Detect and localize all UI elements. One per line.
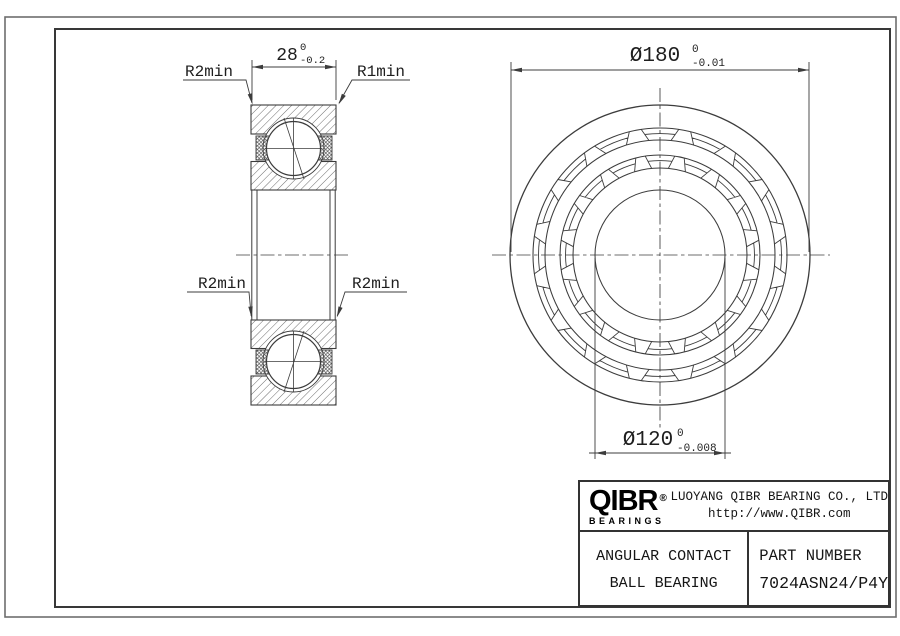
company-url: http://www.QIBR.com: [707, 507, 851, 521]
company-info: [670, 489, 888, 523]
title-block-header-row: [580, 482, 888, 532]
product-type-line1: ANGULAR CONTACT: [596, 548, 732, 565]
arrowhead: [798, 68, 809, 72]
logo-text: QIBR: [589, 485, 658, 517]
arrowhead: [511, 68, 522, 72]
product-type-cell: [580, 532, 749, 605]
arrowhead: [248, 93, 253, 104]
title-block: [578, 480, 890, 607]
dim-width-tol-upper: 0: [300, 42, 307, 54]
arrowhead: [337, 306, 343, 317]
dim-width-text: 28: [276, 46, 298, 66]
section-view: [236, 105, 351, 405]
front-view-centerlines: [492, 88, 830, 430]
part-number: 7024ASN24/P4Y: [759, 574, 888, 593]
label-r1min-top-right: R1min: [356, 63, 406, 81]
label-r2min-mid-left: R2min: [197, 275, 247, 293]
dim-bore-tol-upper: 0: [677, 428, 684, 440]
arrowhead: [252, 65, 263, 69]
dim-bore-tol-lower: -0.008: [677, 443, 717, 455]
dim-bore-diameter-text: Ø120: [622, 429, 674, 452]
arrowhead: [339, 94, 346, 105]
dim-outer-diameter-text: Ø180: [629, 45, 681, 68]
company-logo: [580, 486, 670, 526]
product-type-line2: BALL BEARING: [609, 575, 718, 592]
title-block-lower-row: [580, 532, 888, 605]
dim-outer-tol-upper: 0: [692, 44, 699, 56]
label-r2min-mid-right: R2min: [351, 275, 401, 293]
dim-width-tol-lower: -0.2: [300, 55, 326, 67]
label-r2min-top-left: R2min: [184, 63, 234, 81]
registered-trademark-icon: ®: [659, 493, 667, 504]
part-number-cell: [749, 532, 888, 605]
front-view: [492, 88, 830, 430]
part-number-label: PART NUMBER: [759, 547, 862, 565]
arrowhead: [325, 65, 336, 69]
logo-subtext: BEARINGS: [589, 516, 665, 526]
arrowhead: [595, 451, 606, 455]
dim-outer-tol-lower: -0.01: [692, 58, 726, 70]
company-name: LUOYANG QIBR BEARING CO., LTD: [670, 490, 888, 504]
